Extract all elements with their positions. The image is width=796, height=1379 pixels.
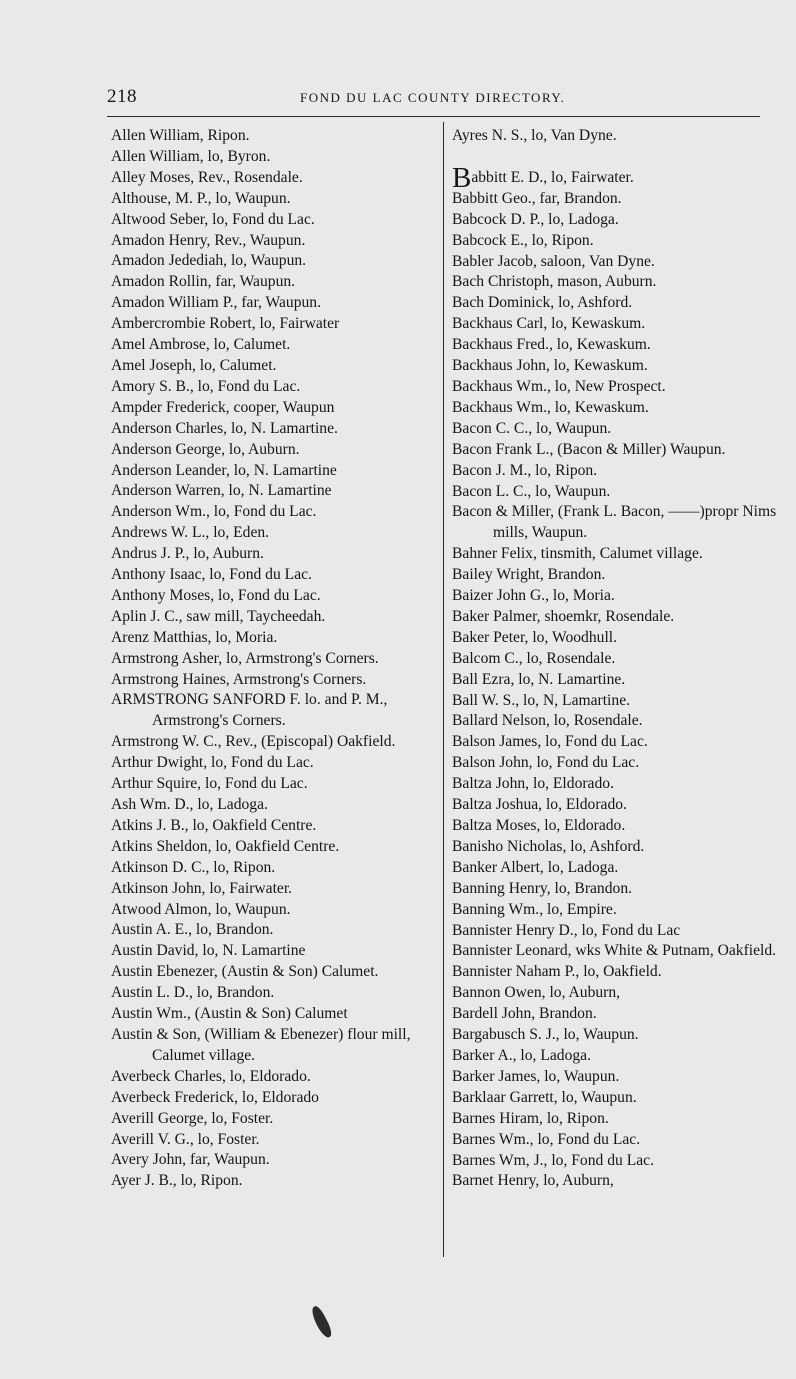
directory-entry: Ambercrombie Robert, lo, Fairwater	[111, 315, 340, 333]
directory-entry: Bannister Henry D., lo, Fond du Lac	[452, 921, 681, 939]
left-column	[111, 126, 441, 1192]
directory-entry: Altwood Seber, lo, Fond du Lac.	[111, 210, 315, 228]
directory-entry: Amel Ambrose, lo, Calumet.	[111, 336, 291, 354]
directory-entry: Anderson George, lo, Auburn.	[111, 440, 300, 458]
directory-entry: Atkinson D. C., lo, Ripon.	[111, 858, 276, 876]
drop-cap-rest: abbitt E. D., lo, Fairwater.	[471, 168, 634, 186]
directory-entry: Amel Joseph, lo, Calumet.	[111, 356, 277, 374]
directory-entry: Bargabusch S. J., lo, Waupun.	[452, 1026, 639, 1044]
directory-entry: Averill V. G., lo, Foster.	[111, 1130, 260, 1148]
directory-entry: Bacon C. C., lo, Waupun.	[452, 419, 612, 437]
directory-entry: Atkins J. B., lo, Oakfield Centre.	[111, 816, 317, 834]
directory-entry: Austin & Son, (William & Ebenezer) flour mill, Calumet village.	[111, 1025, 411, 1064]
page-header	[107, 86, 755, 114]
directory-entry: Allen William, Ripon.	[111, 127, 250, 144]
directory-entry: Baltza Joshua, lo, Eldorado.	[452, 796, 627, 814]
directory-entry: Baltza John, lo, Eldorado.	[452, 775, 614, 793]
directory-entry: Barker James, lo, Waupun.	[452, 1067, 620, 1085]
directory-entry: Atkins Sheldon, lo, Oakfield Centre.	[111, 837, 340, 855]
directory-entry: Baizer John G., lo, Moria.	[452, 587, 615, 605]
directory-entry: Barnes Wm., lo, Fond du Lac.	[452, 1130, 641, 1148]
directory-entry: Arthur Squire, lo, Fond du Lac.	[111, 775, 308, 793]
directory-entry: Amory S. B., lo, Fond du Lac.	[111, 377, 301, 395]
running-head: FOND DU LAC COUNTY DIRECTORY.	[300, 90, 566, 105]
ink-blot	[309, 1304, 335, 1339]
directory-entry: Bailey Wright, Brandon.	[452, 566, 606, 584]
directory-entry: Anthony Moses, lo, Fond du Lac.	[111, 586, 321, 604]
directory-entry: Alley Moses, Rev., Rosendale.	[111, 168, 303, 186]
directory-entry: Banning Henry, lo, Brandon.	[452, 879, 633, 897]
directory-entry: Anderson Wm., lo, Fond du Lac.	[111, 503, 317, 521]
directory-entry: Atwood Almon, lo, Waupun.	[111, 900, 291, 918]
directory-entry: Banisho Nicholas, lo, Ashford.	[452, 837, 645, 855]
directory-entry: Atkinson John, lo, Fairwater.	[111, 879, 293, 897]
directory-entry: Baker Peter, lo, Woodhull.	[452, 628, 618, 646]
directory-entry: Austin Ebenezer, (Austin & Son) Calumet.	[111, 963, 379, 981]
directory-entry: Austin Wm., (Austin & Son) Calumet	[111, 1005, 348, 1023]
directory-entry: Barklaar Garrett, lo, Waupun.	[452, 1088, 637, 1106]
directory-entry: Ball W. S., lo, N, Lamartine.	[452, 691, 631, 709]
directory-entry: Averbeck Frederick, lo, Eldorado	[111, 1088, 319, 1106]
directory-entry: Anderson Leander, lo, N. Lamartine	[111, 461, 337, 479]
directory-entry: Bacon & Miller, (Frank L. Bacon, ——)propr Nims mills, Waupun.	[452, 503, 777, 542]
directory-entry: Bacon J. M., lo, Ripon.	[452, 461, 598, 479]
directory-entry: Bacon L. C., lo, Waupun.	[452, 482, 611, 500]
directory-entry: Ash Wm. D., lo, Ladoga.	[111, 796, 268, 813]
directory-entry: Balson John, lo, Fond du Lac.	[452, 754, 640, 772]
directory-entry: Anthony Isaac, lo, Fond du Lac.	[111, 566, 312, 584]
directory-entry: Bahner Felix, tinsmith, Calumet village.	[452, 545, 703, 563]
directory-entry: Andrus J. P., lo, Auburn.	[111, 545, 264, 563]
directory-entry: Babler Jacob, saloon, Van Dyne.	[452, 252, 655, 270]
directory-entry: Andrews W. L., lo, Eden.	[111, 524, 270, 542]
directory-entry: Allen William, lo, Byron.	[111, 147, 271, 165]
directory-entry: Arthur Dwight, lo, Fond du Lac.	[111, 754, 314, 772]
directory-entry: Backhaus John, lo, Kewaskum.	[452, 357, 648, 375]
directory-entry: Bannon Owen, lo, Auburn,	[452, 984, 621, 1002]
directory-entry: Babbitt Geo., far, Brandon.	[452, 189, 622, 207]
directory-entry: Arenz Matthias, lo, Moria.	[111, 628, 278, 646]
directory-entry: Averbeck Charles, lo, Eldorado.	[111, 1067, 311, 1085]
directory-entry: Avery John, far, Waupun.	[111, 1151, 270, 1169]
directory-entry: Bacon Frank L., (Bacon & Miller) Waupun.	[452, 440, 726, 458]
directory-entry: Armstrong Haines, Armstrong's Corners.	[111, 670, 367, 688]
directory-entry: Bach Dominick, lo, Ashford.	[452, 294, 633, 312]
directory-entry: Althouse, M. P., lo, Waupun.	[111, 189, 291, 207]
drop-cap: B	[452, 161, 472, 194]
directory-entry: Barker A., lo, Ladoga.	[452, 1046, 592, 1064]
directory-entry: Austin A. E., lo, Brandon.	[111, 921, 274, 939]
right-column	[452, 126, 788, 1192]
directory-entry: Ayres N. S., lo, Van Dyne.	[452, 127, 617, 144]
directory-entry: Balson James, lo, Fond du Lac.	[452, 733, 648, 751]
directory-entry: Backhaus Wm., lo, New Prospect.	[452, 377, 666, 395]
directory-entry: Amadon William P., far, Waupun.	[111, 294, 322, 312]
directory-entry: Backhaus Carl, lo, Kewaskum.	[452, 315, 646, 333]
directory-entry: Bannister Leonard, wks White & Putnam, Oakfield.	[452, 942, 777, 960]
directory-entry: Anderson Warren, lo, N. Lamartine	[111, 482, 332, 500]
directory-entry: Ayer J. B., lo, Ripon.	[111, 1172, 243, 1190]
directory-entry: Bach Christoph, mason, Auburn.	[452, 273, 657, 291]
directory-entry: Babcock E., lo, Ripon.	[452, 231, 594, 249]
section-gap	[452, 147, 788, 168]
directory-entry: Armstrong Asher, lo, Armstrong's Corners.	[111, 649, 379, 667]
directory-entry: Ampder Frederick, cooper, Waupun	[111, 398, 335, 416]
directory-entry: Baltza Moses, lo, Eldorado.	[452, 817, 626, 834]
directory-entry: Aplin J. C., saw mill, Taycheedah.	[111, 607, 326, 625]
header-rule	[107, 116, 760, 117]
directory-entry: Baker Palmer, shoemkr, Rosendale.	[452, 607, 675, 625]
directory-entry: Armstrong W. C., Rev., (Episcopal) Oakfield.	[111, 733, 396, 751]
directory-entry: Austin David, lo, N. Lamartine	[111, 942, 306, 960]
directory-entry: Ball Ezra, lo, N. Lamartine.	[452, 670, 626, 688]
directory-entry: Backhaus Wm., lo, Kewaskum.	[452, 398, 649, 416]
directory-entry: Banning Wm., lo, Empire.	[452, 900, 617, 918]
directory-entry: Backhaus Fred., lo, Kewaskum.	[452, 336, 651, 354]
directory-entry: Amadon Rollin, far, Waupun.	[111, 273, 296, 291]
directory-entry: Anderson Charles, lo, N. Lamartine.	[111, 419, 338, 437]
directory-entry: Barnes Hiram, lo, Ripon.	[452, 1109, 609, 1127]
directory-entry: ARMSTRONG SANFORD F. lo. and P. M., Armstrong's Corners.	[111, 691, 388, 730]
section-start-entry	[452, 161, 788, 194]
directory-entry: Averill George, lo, Foster.	[111, 1109, 274, 1127]
directory-entry: Bardell John, Brandon.	[452, 1005, 597, 1023]
directory-entry: Amadon Henry, Rev., Waupun.	[111, 231, 306, 249]
directory-entry: Bannister Naham P., lo, Oakfield.	[452, 963, 662, 981]
directory-entry: Banker Albert, lo, Ladoga.	[452, 858, 619, 876]
directory-entry: Babcock D. P., lo, Ladoga.	[452, 210, 619, 228]
directory-entry: Amadon Jedediah, lo, Waupun.	[111, 252, 307, 270]
page-number: 218	[107, 86, 137, 107]
directory-entry: Balcom C., lo, Rosendale.	[452, 649, 616, 667]
directory-entry: Barnet Henry, lo, Auburn,	[452, 1172, 614, 1190]
column-divider	[443, 122, 444, 1257]
directory-entry: Austin L. D., lo, Brandon.	[111, 984, 275, 1002]
directory-entry: Ballard Nelson, lo, Rosendale.	[452, 712, 643, 730]
directory-entry: Barnes Wm, J., lo, Fond du Lac.	[452, 1151, 654, 1169]
